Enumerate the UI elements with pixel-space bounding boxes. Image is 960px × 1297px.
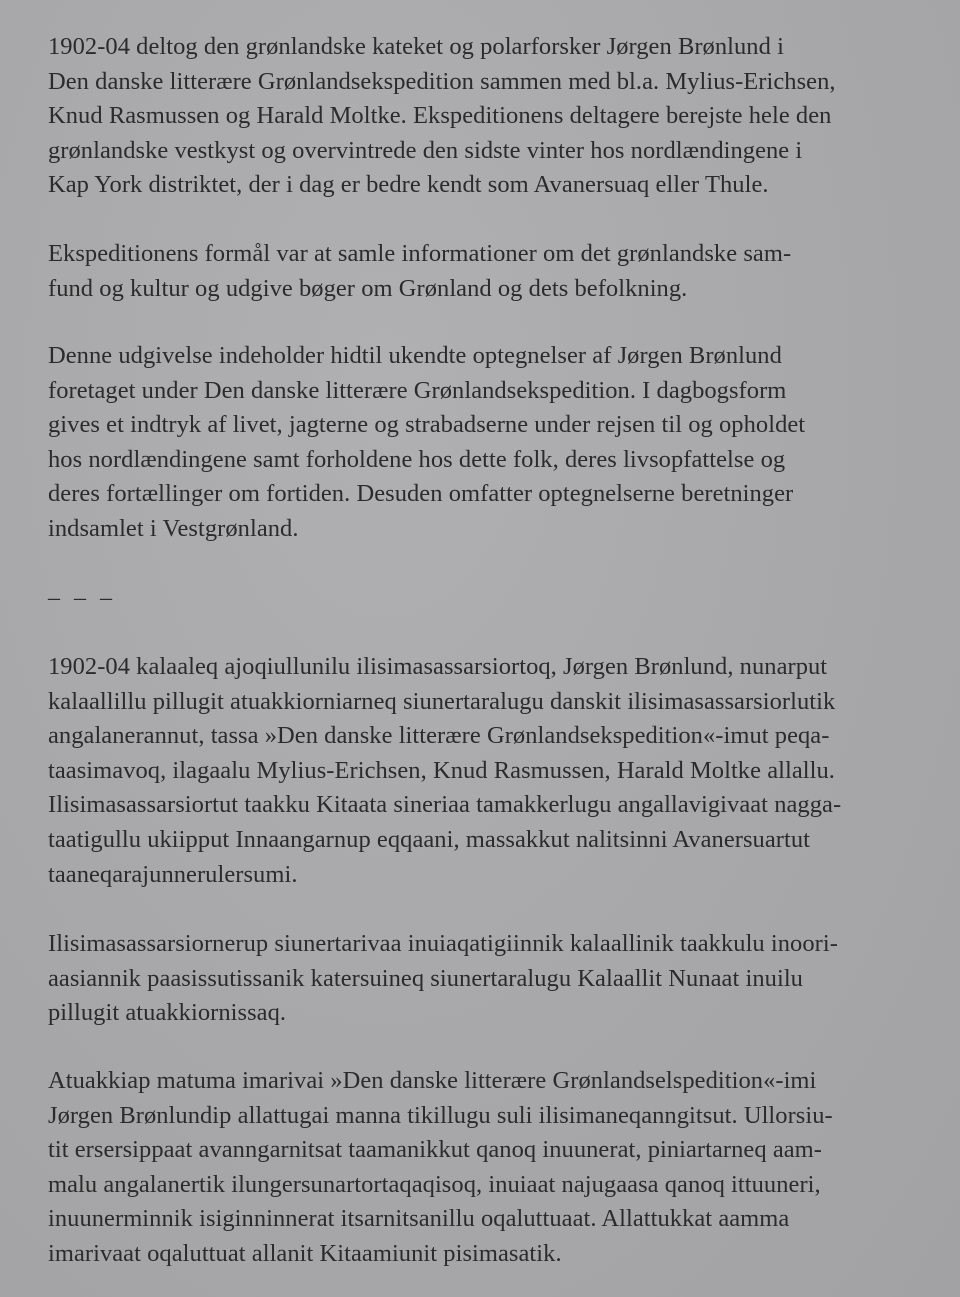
text-line: taatigullu ukiipput Innaangarnup eqqaani, massakkut nalitsinni Avanersuartut xyxy=(48,825,810,853)
text-line: 1902-04 deltog den grønlandske kateket og polarforsker Jørgen Brønlund i xyxy=(48,33,784,60)
text-line: taasimavoq, ilagaalu Mylius-Erichsen, Knud Rasmussen, Harald Moltke allallu. xyxy=(48,756,835,784)
text-line: Ilisimasassarsiortut taakku Kitaata sineriaa tamakkerlugu angallavigivaat nagga- xyxy=(48,791,842,819)
greenlandic-paragraph-3 xyxy=(48,1064,833,1272)
text-line: imarivaat oqaluttuat allanit Kitaamiunit pisimasatik. xyxy=(48,1239,562,1267)
danish-paragraph-1 xyxy=(48,30,836,203)
text-line: gives et indtryk af livet, jagterne og strabadserne under rejsen til og opholdet xyxy=(48,411,806,439)
text-line: foretaget under Den danske litterære Grønlandsekspedition. I dagbogsform xyxy=(48,376,787,404)
text-line: 1902-04 kalaaleq ajoqiullunilu ilisimasassarsiortoq, Jørgen Brønlund, nunarput xyxy=(48,653,828,680)
text-line: Ekspeditionens formål var at samle informationer om det grønlandske sam- xyxy=(48,240,792,267)
text-line: deres fortællinger om fortiden. Desuden omfatter optegnelserne beretninger xyxy=(48,480,794,508)
text-line: malu angalanertik ilungersunartortaqaqisoq, inuiaat najugaasa qanoq ittuuneri, xyxy=(48,1170,821,1198)
text-line: angalanerannut, tassa »Den danske litterære Grønlandsekspedition«-imut peqa- xyxy=(48,722,830,750)
text-line: fund og kultur og udgive bøger om Grønland og dets befolkning. xyxy=(48,274,688,302)
greenlandic-paragraph-2 xyxy=(48,927,838,1031)
text-line: grønlandske vestkyst og overvintrede den sidste vinter hos nordlændingene i xyxy=(48,136,803,164)
text-line: pillugit atuakkiornissaq. xyxy=(48,999,287,1027)
text-line: kalaallillu pillugit atuakkiorniarneq siunertaralugu danskit ilisimasassarsiorlutik xyxy=(48,687,836,715)
text-line: Den danske litterære Grønlandsekspedition sammen med bl.a. Mylius-Erichsen, xyxy=(48,67,836,95)
text-line: Knud Rasmussen og Harald Moltke. Ekspeditionens deltagere berejste hele den xyxy=(48,102,832,130)
greenlandic-paragraph-1 xyxy=(48,650,841,892)
text-line: aasiannik paasissutissanik katersuineq siunertaralugu Kalaallit Nunaat inuilu xyxy=(48,964,803,992)
text-line: inuunerminnik isiginninnerat itsarnitsanillu oqaluttuaat. Allattukkat aamma xyxy=(48,1205,790,1233)
section-separator: – – – xyxy=(48,585,116,611)
text-line: hos nordlændingene samt forholdene hos dette folk, deres livsopfattelse og xyxy=(48,445,786,473)
text-line: Atuakkiap matuma imarivai »Den danske litterære Grønlandselspedition«-imi xyxy=(48,1067,817,1094)
text-line: taaneqarajunnerulersumi. xyxy=(48,860,298,888)
text-line: tit ersersippaat avanngarnitsat taamanikkut qanoq inuunerat, piniartarneq aam- xyxy=(48,1136,822,1164)
text-line: Ilisimasassarsiornerup siunertarivaa inuiaqatigiinnik kalaallinik taakkulu inoori- xyxy=(48,930,838,957)
text-line: indsamlet i Vestgrønland. xyxy=(48,514,299,542)
text-line: Kap York distriktet, der i dag er bedre kendt som Avanersuaq eller Thule. xyxy=(48,171,769,199)
text-line: Jørgen Brønlundip allattugai manna tikillugu suli ilisimaneqanngitsut. Ullorsiu- xyxy=(48,1101,833,1129)
danish-paragraph-2 xyxy=(48,237,791,306)
danish-paragraph-3 xyxy=(48,339,805,547)
text-line: Denne udgivelse indeholder hidtil ukendte optegnelser af Jørgen Brønlund xyxy=(48,342,782,369)
